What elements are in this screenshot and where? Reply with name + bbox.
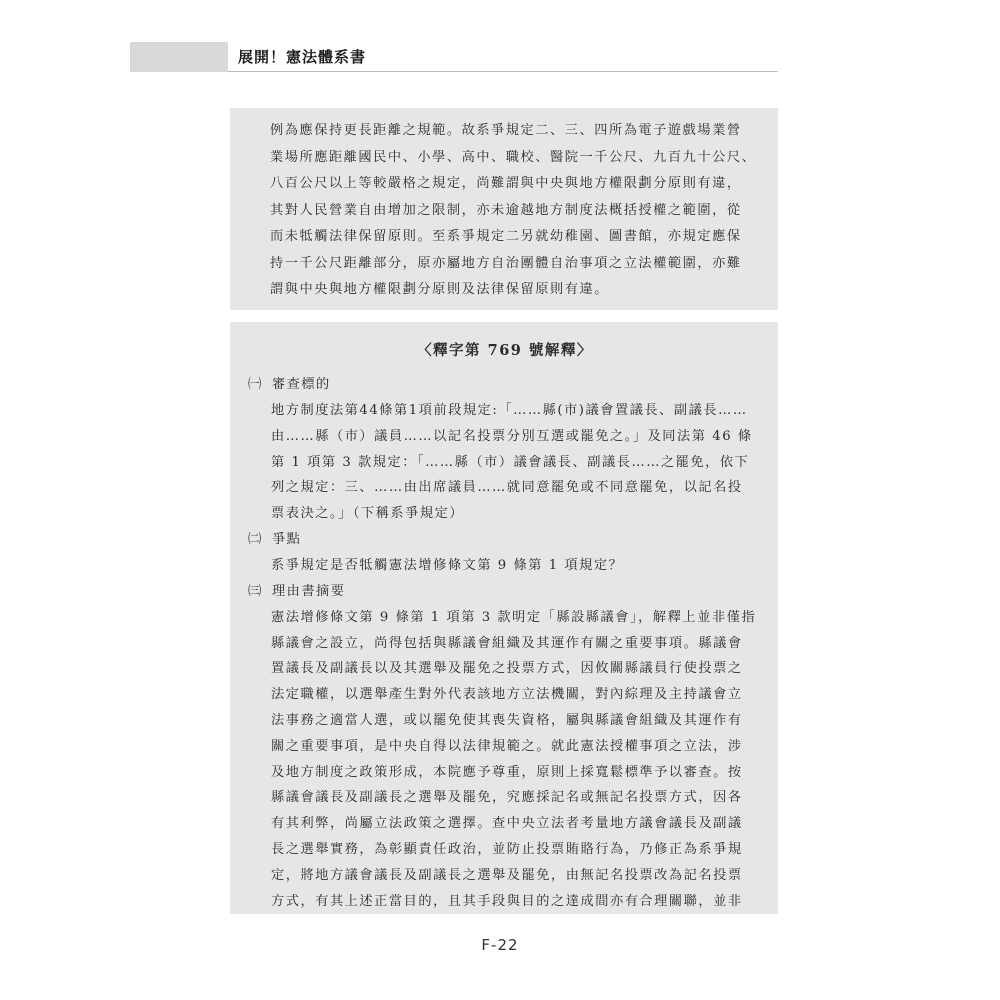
section-heading [248, 372, 762, 398]
quote-line: 持一千公尺距離部分，原亦屬地方自治團體自治事項之立法權範圍，亦難 [270, 255, 742, 271]
section-number: ㈠ [248, 377, 263, 392]
section-line: 長之選舉實務，為彰顯責任政治，並防止投票賄賂行為，乃修正為系爭規 [271, 841, 743, 857]
case-box [230, 322, 778, 914]
section-line: 法事務之適當人選，或以罷免使其喪失資格，屬與縣議會組織及其運作有 [271, 712, 743, 728]
section-line: 定，將地方議會議長及副議長之選舉及罷免，由無記名投票改為記名投票 [271, 867, 743, 883]
section-line: 縣議會之設立，尚得包括與縣議會組織及其運作有關之重要事項。縣議會 [271, 635, 743, 651]
quote-line: 其對人民營業自由增加之限制，亦未逾越地方制度法概括授權之範圍，從 [270, 202, 742, 218]
book-title: 展開！憲法體系書 [238, 48, 367, 66]
quote-box [230, 108, 778, 310]
section-line: 票表決之。」（下稱系爭規定） [271, 506, 465, 522]
quote-line: 業場所應距離國民中、小學、高中、職校、醫院一千公尺、九百九十公尺、 [270, 149, 757, 165]
section-line: 法定職權，以選舉產生對外代表該地方立法機關，對內綜理及主持議會立 [271, 687, 743, 703]
section-heading-label: 審查標的 [272, 377, 331, 392]
section-line: 關之重要事項，是中央自得以法律規範之。就此憲法授權事項之立法，涉 [271, 738, 743, 754]
section-heading [248, 527, 762, 553]
quote-line: 而未牴觸法律保留原則。至系爭規定二另就幼稚園、圖書館，亦規定應保 [270, 229, 742, 244]
section-line: 地方制度法第44條第1項前段規定:「……縣(市)議會置議長、副議長…… [271, 403, 748, 418]
section-line: 置議長及副議長以及其選舉及罷免之投票方式，因攸關縣議員行使投票之 [271, 661, 743, 677]
quote-line: 謂與中央與地方權限劃分原則及法律保留原則有違。 [270, 282, 609, 297]
section-line: 由……縣（市）議員……以記名投票分別互選或罷免之。」及同法第 46 條 [271, 428, 753, 444]
section-line: 及地方制度之政策形成，本院應予尊重，原則上採寬鬆標準予以審查。按 [271, 764, 743, 780]
section-line: 憲法增修條文第 9 條第 1 項第 3 款明定「縣設縣議會」，解釋上並非僅指 [271, 609, 757, 625]
section-line: 縣議會議長及副議長之選舉及罷免，究應採記名或無記名投票方式，因各 [271, 790, 743, 806]
header-divider [228, 71, 778, 72]
quote-line: 例為應保持更長距離之規範。故系爭規定二、三、四所為電子遊戲場業營 [270, 123, 742, 138]
page-number: F-22 [481, 936, 519, 954]
section-line: 有其利弊，尚屬立法政策之選擇。查中央立法者考量地方議會議長及副議 [271, 816, 743, 832]
section-line: 第 1 項第 3 款規定：「……縣（市）議會議長、副議長……之罷免，依下 [271, 454, 750, 470]
section-line: 列之規定：三、……由出席議員……就同意罷免或不同意罷免，以記名投 [271, 480, 743, 496]
header-tab-decoration [130, 42, 228, 72]
section-line: 方式，有其上述正當目的，且其手段與目的之達成間亦有合理關聯，並非 [271, 893, 743, 909]
quote-line: 八百公尺以上等較嚴格之規定，尚難謂與中央與地方權限劃分原則有違， [270, 176, 742, 191]
section-number: ㈡ [248, 531, 263, 547]
section-heading [248, 579, 762, 605]
case-title: 〈釋字第 769 號解釋〉 [417, 342, 593, 359]
section-line: 系爭規定是否牴觸憲法增修條文第 9 條第 1 項規定？ [271, 557, 624, 573]
section-heading-label: 爭點 [272, 531, 302, 547]
section-number: ㈢ [248, 583, 263, 599]
section-heading-label: 理由書摘要 [272, 583, 346, 599]
